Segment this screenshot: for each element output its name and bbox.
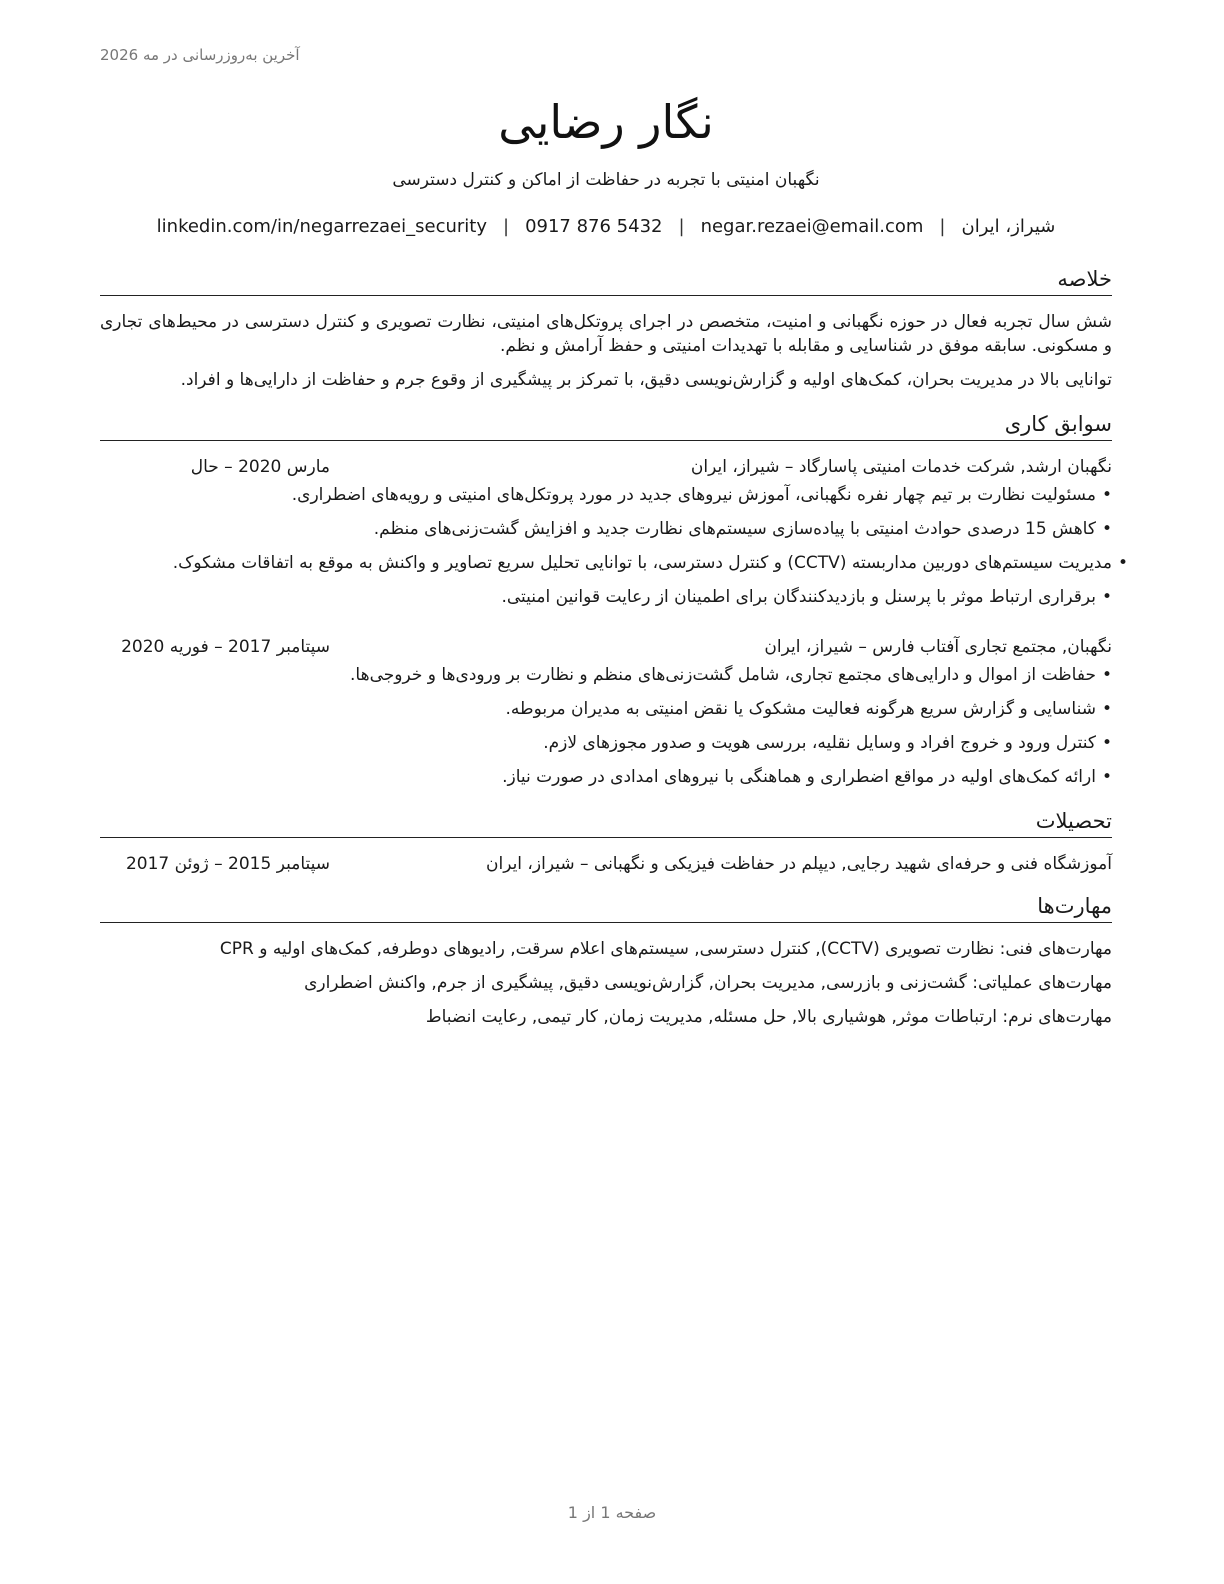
job-bullet: • کاهش 15 درصدی حوادث امنیتی با پیاده‌سازی سیستم‌های نظارت جدید و افزایش گشت‌زنی‌های منظم. [100, 517, 1112, 541]
candidate-name: نگار رضایی [498, 95, 714, 149]
candidate-headline: نگهبان امنیتی با تجربه در حفاظت از اماکن و کنترل دسترسی [392, 170, 820, 190]
job-bullet: • کنترل ورود و خروج افراد و وسایل نقلیه، بررسی هویت و صدور مجوزهای لازم. [100, 731, 1112, 755]
job-bullet: • شناسایی و گزارش سریع هرگونه فعالیت مشکوک یا نقض امنیتی به مدیران مربوطه. [100, 697, 1112, 721]
job-header [100, 635, 1112, 659]
contact-location: شیراز، ایران [961, 216, 1056, 237]
job-header [100, 455, 1112, 479]
summary-paragraph: توانایی بالا در مدیریت بحران، کمک‌های اولیه و گزارش‌نویسی دقیق، با تمرکز بر پیشگیری از وقوع جرم و حفاظت از دارایی‌ها و افراد. [180, 370, 1112, 390]
contact-separator: | [678, 216, 685, 237]
education-entry [100, 852, 1112, 876]
contact-separator: | [502, 216, 510, 237]
job-dates: مارس 2020 – حال [190, 457, 330, 477]
skills-section [100, 892, 1112, 1029]
skills-soft: مهارت‌های نرم: ارتباطات موثر, هوشیاری بالا, حل مسئله, مدیریت زمان, کار تیمی, رعایت انضباط [425, 1007, 1112, 1027]
education-school-degree: آموزشگاه فنی و حرفه‌ای شهید رجایی, دیپلم در حفاظت فیزیکی و نگهبانی – شیراز، ایران [485, 854, 1112, 874]
section-title-experience: سوابق کاری [100, 410, 1112, 441]
page-number: صفحه 1 از 1 [567, 1503, 657, 1522]
job-bullet: • حفاظت از اموال و دارایی‌های مجتمع تجاری، شامل گشت‌زنی‌های منظم و نظارت بر ورودی‌ها و خروجی‌ها. [100, 663, 1112, 687]
skills-operational: مهارت‌های عملیاتی: گشت‌زنی و بازرسی, مدیریت بحران, گزارش‌نویسی دقیق, پیشگیری از جرم, واکنش اضطراری [304, 973, 1112, 993]
contact-separator: | [939, 216, 946, 237]
job-entry [100, 455, 1112, 609]
job-bullet: • ارائه کمک‌های اولیه در مواقع اضطراری و هماهنگی با نیروهای امدادی در صورت نیاز. [100, 765, 1112, 789]
job-bullets [100, 483, 1112, 609]
experience-section [100, 410, 1112, 789]
summary-paragraph: شش سال تجربه فعال در حوزه نگهبانی و امنیت، متخصص در اجرای پروتکل‌های امنیتی، نظارت تصویری و کنترل دسترسی در محیط‌های تجاری و مسکونی. سابقه موفق در شناسایی و مقابله با تهدیدات امنیتی و حفظ آرامش و نظم. [100, 312, 1112, 356]
job-dates: سپتامبر 2017 – فوریه 2020 [121, 637, 330, 657]
summary-section [100, 265, 1112, 392]
contact-email[interactable]: negar.rezaei@email.com [700, 216, 924, 237]
resume-page [100, 92, 1112, 1029]
contact-line [100, 216, 1112, 237]
contact-linkedin[interactable]: linkedin.com/in/negarrezaei_security [156, 216, 487, 237]
section-title-skills: مهارت‌ها [100, 892, 1112, 923]
last-updated-note: آخرین به‌روزرسانی در مه 2026 [100, 46, 300, 64]
skills-technical: مهارت‌های فنی: نظارت تصویری (CCTV), کنترل دسترسی, سیستم‌های اعلام سرقت, رادیوهای دوطرفه, کمک‌های اولیه و CPR [219, 939, 1112, 959]
job-title-company: نگهبان ارشد, شرکت خدمات امنیتی پاسارگاد – شیراز، ایران [690, 457, 1112, 477]
job-bullet: • مسئولیت نظارت بر تیم چهار نفره نگهبانی، آموزش نیروهای جدید در مورد پروتکل‌های امنیتی و رویه‌های اضطراری. [100, 483, 1112, 507]
job-bullet: • برقراری ارتباط موثر با پرسنل و بازدیدکنندگان برای اطمینان از رعایت قوانین امنیتی. [100, 585, 1112, 609]
job-bullets [100, 663, 1112, 789]
job-bullet: • مدیریت سیستم‌های دوربین مداربسته (CCTV) و کنترل دسترسی، با توانایی تحلیل سریع تصاویر و واکنش به موقع به اتفاقات مشکوک. [100, 551, 1128, 575]
section-title-education: تحصیلات [100, 807, 1112, 838]
job-entry [100, 635, 1112, 789]
job-title-company: نگهبان, مجتمع تجاری آفتاب فارس – شیراز، ایران [764, 637, 1112, 657]
education-section [100, 807, 1112, 876]
contact-phone[interactable]: 0917 876 5432 [525, 216, 663, 237]
section-title-summary: خلاصه [100, 265, 1112, 296]
education-dates: سپتامبر 2015 – ژوئن 2017 [125, 854, 330, 874]
